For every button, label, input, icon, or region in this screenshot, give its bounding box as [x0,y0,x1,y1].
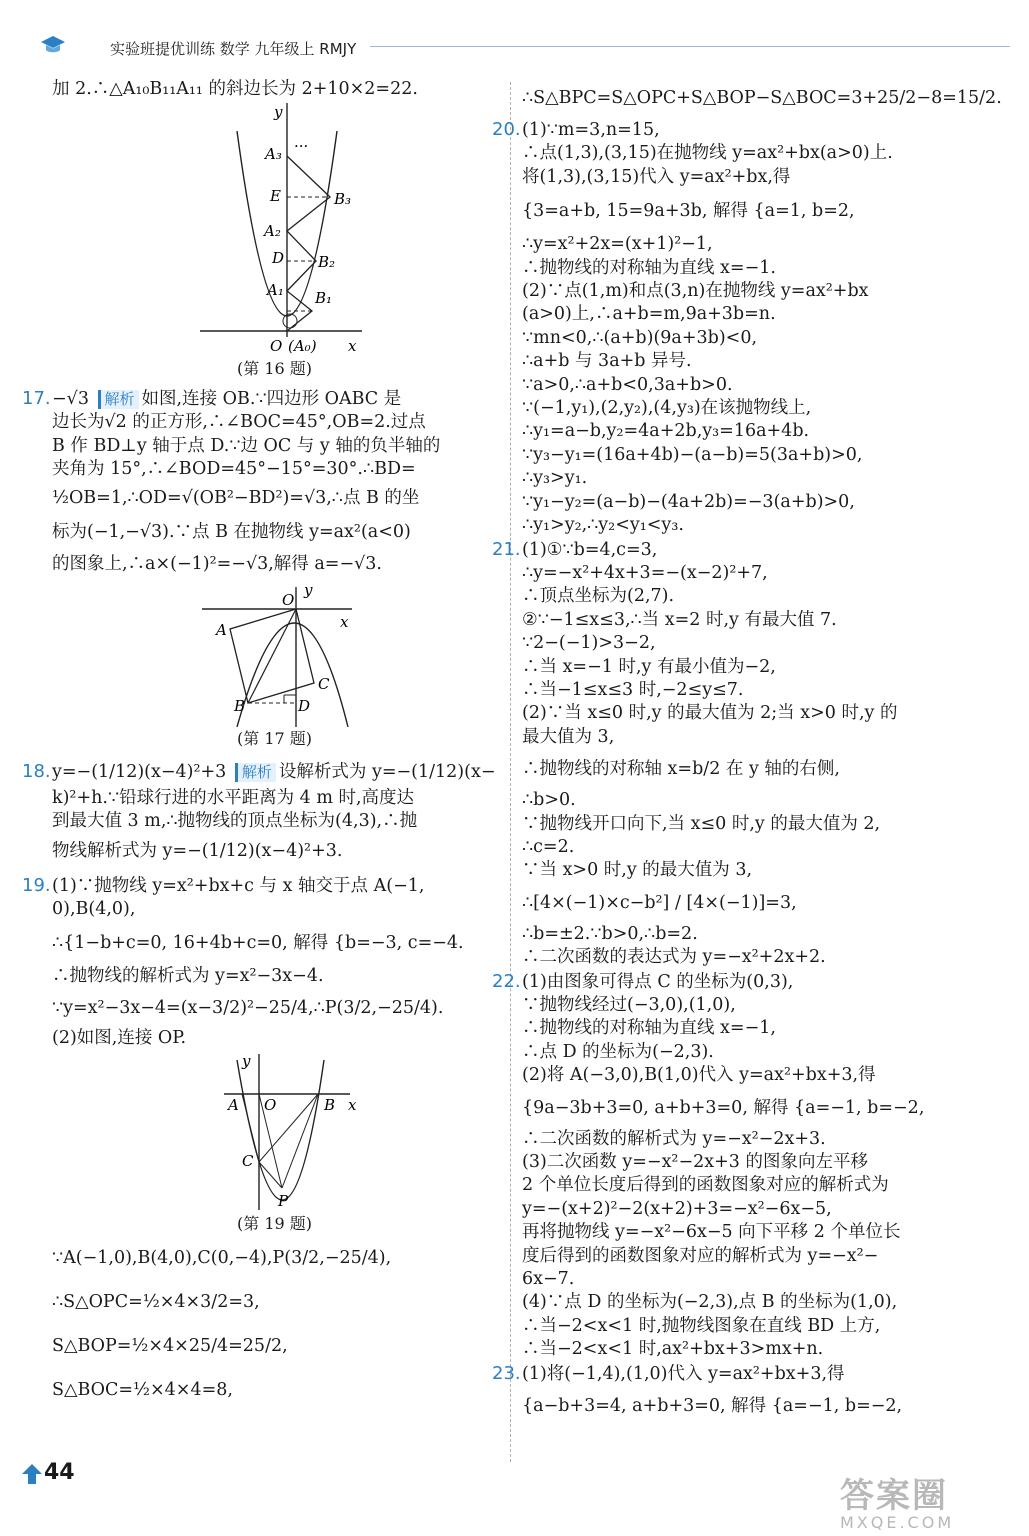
q21-line-2: ∴y=−x²+4x+3=−(x−2)²+7, [522,562,768,583]
q22-line-16: ∴当−2<x<1 时,ax²+bx+3>mx+n. [522,1339,824,1360]
q19-tail-2: ∴S△OPC=½×4×3/2=3, [52,1291,260,1312]
q21-line-13: ∴c=2. [522,836,575,857]
q20-line-5: ∴y=x²+2x=(x+1)²−1, [522,234,713,255]
q22-line-10: y=−(x+2)²−2(x+2)+3=−x²−6x−5, [522,1198,832,1219]
page-header [40,32,980,62]
left-column [22,78,497,1412]
q22-line-7: ∴二次函数的解析式为 y=−x²−2x+3. [522,1128,826,1149]
q22-line-8: (3)二次函数 y=−x²−2x+3 的图象向左平移 [522,1152,868,1173]
q21-line-11: ∴b>0. [522,790,576,811]
q22-line-2: ∵抛物线经过(−3,0),(1,0), [522,995,736,1015]
fig17-label-b: B [234,697,246,716]
fig17-label-a: A [216,621,227,640]
q20-number: 20. [492,119,521,140]
q17-line-3: B 作 BD⊥y 轴于点 D.∵边 OC 与 y 轴的负半轴的 [52,435,441,456]
q21-line-1: 21.(1)①∵b=4,c=3, [492,538,658,560]
page-number-text: 44 [44,1460,75,1485]
q19-number: 19. [22,874,51,896]
q22-line-1: 22.(1)由图象可得点 C 的坐标为(0,3), [492,970,794,992]
q17-number: 17. [22,387,51,409]
q20-line-7: (2)∵点(1,m)和点(3,n)在抛物线 y=ax²+bx [522,281,869,302]
q17-line-6: 标为(−1,−√3).∵点 B 在抛物线 y=ax²(a<0) [52,522,411,543]
q20-line-15: ∴y₃>y₁. [522,468,588,489]
q22-line-4: ∴点 D 的坐标为(−2,3). [522,1041,714,1062]
q21-line-12: ∵抛物线开口向下,当 x≤0 时,y 的最大值为 2, [522,813,881,834]
fig17-label-c: C [318,675,330,694]
q17-line-1 [22,387,497,411]
q21-line-4: ②∵−1≤x≤3,∴当 x=2 时,y 有最大值 7. [522,609,837,630]
q17-line-2: 边长为√2 的正方形,∴∠BOC=45°,OB=2.过点 [52,412,426,433]
page-number [22,1460,86,1488]
q20-line-2: ∴点(1,3),(3,15)在抛物线 y=ax²+bx(a>0)上. [522,143,893,164]
q18-line-2: k)²+h.∵铅球行进的水平距离为 4 m 时,高度达 [52,787,415,808]
q20-line-17: ∴y₁>y₂,∴y₂<y₁<y₃. [522,515,684,536]
q23-number: 23. [492,1362,521,1384]
q19-end: ∴S△BPC=S△OPC+S△BOP−S△BOC=3+25/2−8=15/2. [522,88,1002,108]
q19-line-2: 0),B(4,0), [52,899,136,920]
q22-line-6: {9a−3b+3=0, a+b+3=0, 解得 {a=−1, b=−2, [522,1097,925,1118]
q20-line-11: ∵a>0,∴a+b<0,3a+b>0. [522,374,733,395]
fig17-label-d: D [298,697,311,716]
q19-text-1: (1)∵抛物线 y=x²+bx+c 与 x 轴交于点 A(−1, [52,875,425,896]
figure-19-diagram [52,1050,497,1212]
fig16-label-a2: A₂ [264,222,281,241]
fig16-label-dots: ··· [294,137,309,156]
q20-line-16: ∵y₁−y₂=(a−b)−(4a+2b)=−3(a+b)>0, [522,491,855,512]
q17-line-4: 夹角为 15°,∴∠BOD=45°−15°=30°.∴BD= [52,459,416,480]
q22-line-9: 2 个单位长度后得到的函数图象对应的解析式为 [522,1175,889,1196]
fig19-label-p: P [278,1192,289,1211]
fig16-label-b1: B₁ [315,289,333,308]
up-arrow-icon [22,1464,42,1484]
q21-line-9: 最大值为 3, [522,726,615,747]
q21-line-6: ∴当 x=−1 时,y 有最小值为−2, [522,656,776,677]
fig16-label-y: y [274,103,283,122]
fig16-label-a3: A₃ [265,145,282,164]
q20-line-8: (a>0)上,∴a+b=m,9a+3b=n. [522,304,776,325]
q22-line-13: 6x−7. [522,1269,575,1290]
q18-answer: y=−(1/12)(x−4)²+3 [52,761,227,782]
fig16-label-b3: B₃ [334,190,352,209]
right-column [492,78,1002,1426]
watermark [840,1468,1020,1532]
q16-tail: 加 2.∴△A₁₀B₁₁A₁₁ 的斜边长为 2+10×2=22. [52,79,418,99]
fig17-label-x: x [340,613,349,632]
q19-line-5: ∵y=x²−3x−4=(x−3/2)²−25/4,∴P(3/2,−25/4). [52,997,444,1018]
q21-line-8: (2)∵当 x≤0 时,y 的最大值为 2;当 x>0 时,y 的 [522,703,898,724]
q21-line-15: ∴[4×(−1)×c−b²] / [4×(−1)]=3, [522,892,797,913]
fig16-label-a0: (A₀) [288,337,317,356]
graduation-cap-icon [40,34,66,56]
q17-answer: −√3 [52,388,89,409]
q19-tail-4: S△BOC=½×4×4=8, [52,1379,233,1400]
header-title: 实验班提优训练 数学 九年级上 RMJY [110,40,357,58]
q17-line-5: ½OB=1,∴OD=√(OB²−BD²)=√3,∴点 B 的坐 [52,488,420,509]
q20-line-13: ∴y₁=a−b,y₂=4a+2b,y₃=16a+4b. [522,421,810,442]
q20-line-4: {3=a+b, 15=9a+3b, 解得 {a=1, b=2, [522,201,855,222]
q21-line-14: ∵当 x>0 时,y 的最大值为 3, [522,860,753,881]
fig19-label-x: x [348,1096,357,1115]
q20-line-12: ∵(−1,y₁),(2,y₂),(4,y₃)在该抛物线上, [522,398,812,419]
fig16-label-o: O [270,337,283,356]
q18-text-1: 设解析式为 y=−(1/12)(x− [278,761,496,782]
column-divider [510,82,511,1462]
q22-line-15: ∴当−2<x<1 时,抛物线图象在直线 BD 上方, [522,1315,881,1336]
figure-16 [52,101,497,357]
figure-17-diagram [52,579,497,727]
q20-line-6: ∴抛物线的对称轴为直线 x=−1. [522,257,776,278]
fig19-label-y: y [242,1052,251,1071]
fig16-label-d: D [272,249,285,268]
fig19-label-b: B [324,1096,336,1115]
q21-number: 21. [492,538,521,560]
fig17-label-y: y [304,581,313,600]
q19-tail-1: ∵A(−1,0),B(4,0),C(0,−4),P(3/2,−25/4), [52,1247,392,1268]
q21-line-16: ∴b=±2.∵b>0,∴b=2. [522,923,698,944]
q22-number: 22. [492,970,521,992]
q20-line-3: 将(1,3),(3,15)代入 y=ax²+bx,得 [522,166,791,187]
watermark-site: MXQE.COM [840,1513,955,1532]
analysis-tag-2: 解析 [235,763,276,782]
q20-line-10: ∴a+b 与 3a+b 异号. [522,351,692,372]
q21-line-5: ∵2−(−1)>3−2, [522,633,656,654]
q19-tail-3: S△BOP=½×4×25/4=25/2, [52,1335,288,1356]
fig16-label-e: E [270,187,281,206]
fig19-label-o: O [264,1096,277,1115]
q21-line-10: ∴抛物线的对称轴 x=b/2 在 y 轴的右侧, [522,759,840,780]
figure-17 [52,579,497,727]
q18-line-1 [22,757,497,787]
figure-17-caption: (第 17 题) [236,729,313,749]
q19-line-1 [22,874,497,898]
q18-line-4: 物线解析式为 y=−(1/12)(x−4)²+3. [52,840,343,861]
figure-16-caption: (第 16 题) [236,359,313,379]
fig17-label-o: O [282,591,295,610]
q21-line-17: ∴二次函数的表达式为 y=−x²+2x+2. [522,947,826,968]
q17-text-1: 如图,连接 OB.∵四边形 OABC 是 [141,388,402,409]
fig19-label-a: A [228,1096,239,1115]
q22-line-12: 度后得到的函数图象对应的解析式为 y=−x²− [522,1245,879,1266]
q22-line-14: (4)∵点 D 的坐标为(−2,3),点 B 的坐标为(1,0), [522,1292,898,1313]
q20-line-9: ∵mn<0,∴(a+b)(9a+3b)<0, [522,327,758,348]
q23-line-1: 23.(1)将(−1,4),(1,0)代入 y=ax²+bx+3,得 [492,1362,845,1384]
q18-line-3: 到最大值 3 m,∴抛物线的顶点坐标为(4,3),∴抛 [52,811,418,832]
header-rule [370,46,1010,47]
q22-line-5: (2)将 A(−3,0),B(1,0)代入 y=ax²+bx+3,得 [522,1065,876,1086]
figure-19-caption: (第 19 题) [236,1214,313,1234]
q20-line-1: 20.(1)∵m=3,n=15, [492,119,660,140]
q22-line-3: ∴抛物线的对称轴为直线 x=−1, [522,1018,776,1039]
q18-number: 18. [22,760,51,782]
q20-line-14: ∵y₃−y₁=(16a+4b)−(a−b)=5(3a+b)>0, [522,444,863,465]
q22-line-11: 再将抛物线 y=−x²−6x−5 向下平移 2 个单位长 [522,1222,901,1243]
q21-line-7: ∴当−1≤x≤3 时,−2≤y≤7. [522,679,744,700]
q17-line-7: 的图象上,∴a×(−1)²=−√3,解得 a=−√3. [52,554,382,575]
analysis-tag: 解析 [98,390,139,409]
watermark-main: 答案圈 [840,1476,948,1516]
q19-line-3: ∴{1−b+c=0, 16+4b+c=0, 解得 {b=−3, c=−4. [52,933,464,954]
figure-19 [52,1050,497,1212]
q19-line-4: ∴抛物线的解析式为 y=x²−3x−4. [52,966,324,987]
fig16-label-a1: A₁ [267,281,284,300]
figure-16-diagram [52,101,497,357]
q23-line-2: {a−b+3=4, a+b+3=0, 解得 {a=−1, b=−2, [522,1396,903,1417]
fig16-label-b2: B₂ [318,253,336,272]
q21-line-3: ∴顶点坐标为(2,7). [522,586,675,607]
q19-line-6: (2)如图,连接 OP. [52,1027,187,1048]
fig16-label-x: x [348,337,357,356]
fig19-label-c: C [242,1152,254,1171]
